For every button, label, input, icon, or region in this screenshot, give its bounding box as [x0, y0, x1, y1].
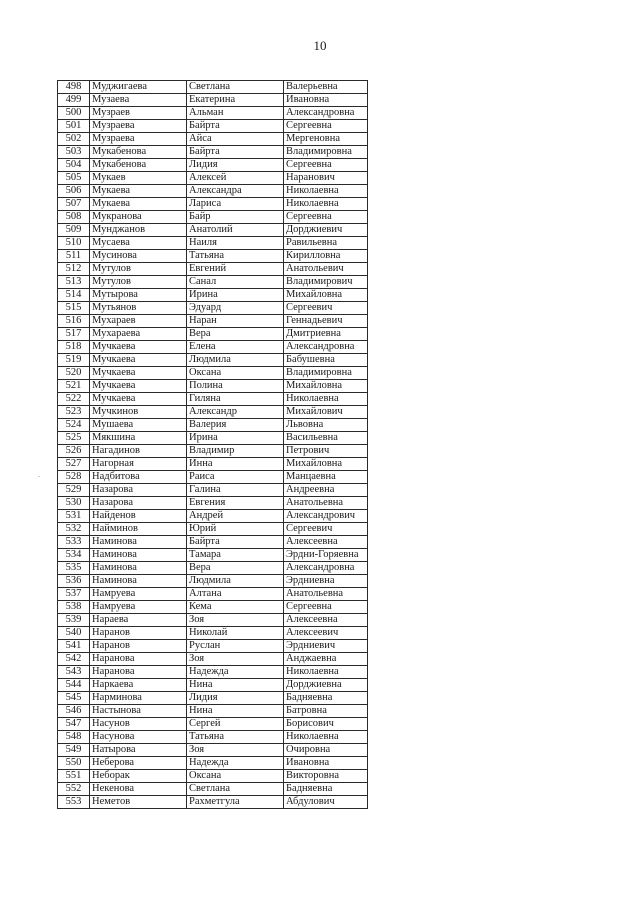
row-number-cell: 524 [58, 419, 90, 432]
table-row [58, 549, 368, 562]
page-number: 10 [313, 38, 327, 53]
row-number-cell: 527 [58, 458, 90, 471]
first-name-cell: Александр [187, 406, 284, 419]
row-number-cell: 522 [58, 393, 90, 406]
patronymic-cell: Равильевна [284, 237, 368, 250]
patronymic-cell: Николаевна [284, 198, 368, 211]
row-number-cell: 503 [58, 146, 90, 159]
first-name-cell: Евгений [187, 263, 284, 276]
table-row [58, 120, 368, 133]
table-row [58, 497, 368, 510]
patronymic-cell: Александровна [284, 107, 368, 120]
first-name-cell: Нина [187, 679, 284, 692]
patronymic-cell: Валерьевна [284, 81, 368, 94]
patronymic-cell: Сергеевна [284, 120, 368, 133]
row-number-cell: 517 [58, 328, 90, 341]
row-number-cell: 515 [58, 302, 90, 315]
patronymic-cell: Анджаевна [284, 653, 368, 666]
patronymic-cell: Дорджиевич [284, 224, 368, 237]
first-name-cell: Байр [187, 211, 284, 224]
table-row [58, 393, 368, 406]
row-number-cell: 516 [58, 315, 90, 328]
row-number-cell: 530 [58, 497, 90, 510]
table-row [58, 432, 368, 445]
first-name-cell: Людмила [187, 354, 284, 367]
patronymic-cell: Сергеевич [284, 523, 368, 536]
last-name-cell: Наранов [90, 627, 187, 640]
table-row [58, 536, 368, 549]
last-name-cell: Намруева [90, 601, 187, 614]
first-name-cell: Юрий [187, 523, 284, 536]
first-name-cell: Тамара [187, 549, 284, 562]
last-name-cell: Мукаева [90, 185, 187, 198]
table-row [58, 211, 368, 224]
row-number-cell: 507 [58, 198, 90, 211]
row-number-cell: 539 [58, 614, 90, 627]
row-number-cell: 519 [58, 354, 90, 367]
last-name-cell: Мучкаева [90, 341, 187, 354]
first-name-cell: Андрей [187, 510, 284, 523]
last-name-cell: Намруева [90, 588, 187, 601]
patronymic-cell: Николаевна [284, 731, 368, 744]
first-name-cell: Людмила [187, 575, 284, 588]
table-row [58, 315, 368, 328]
last-name-cell: Мукабенова [90, 146, 187, 159]
first-name-cell: Светлана [187, 81, 284, 94]
first-name-cell: Екатерина [187, 94, 284, 107]
table-row [58, 302, 368, 315]
patronymic-cell: Анатольевич [284, 263, 368, 276]
last-name-cell: Мусинова [90, 250, 187, 263]
table-row [58, 133, 368, 146]
row-number-cell: 543 [58, 666, 90, 679]
patronymic-cell: Львовна [284, 419, 368, 432]
table-row [58, 263, 368, 276]
table-row [58, 172, 368, 185]
first-name-cell: Сергей [187, 718, 284, 731]
row-number-cell: 544 [58, 679, 90, 692]
patronymic-cell: Эрдниевна [284, 575, 368, 588]
patronymic-cell: Александровна [284, 341, 368, 354]
first-name-cell: Елена [187, 341, 284, 354]
last-name-cell: Наркаева [90, 679, 187, 692]
last-name-cell: Мякшина [90, 432, 187, 445]
patronymic-cell: Геннадьевич [284, 315, 368, 328]
row-number-cell: 533 [58, 536, 90, 549]
first-name-cell: Лидия [187, 692, 284, 705]
patronymic-cell: Андреевна [284, 484, 368, 497]
last-name-cell: Муджигаева [90, 81, 187, 94]
last-name-cell: Натырова [90, 744, 187, 757]
last-name-cell: Мукабенова [90, 159, 187, 172]
row-number-cell: 513 [58, 276, 90, 289]
table-row [58, 692, 368, 705]
table-row [58, 783, 368, 796]
row-number-cell: 528 [58, 471, 90, 484]
last-name-cell: Насунова [90, 731, 187, 744]
last-name-cell: Мучкаева [90, 367, 187, 380]
patronymic-cell: Сергеевна [284, 159, 368, 172]
table-row [58, 523, 368, 536]
first-name-cell: Евгения [187, 497, 284, 510]
first-name-cell: Альман [187, 107, 284, 120]
last-name-cell: Мучкинов [90, 406, 187, 419]
last-name-cell: Наранов [90, 640, 187, 653]
table-row [58, 328, 368, 341]
row-number-cell: 532 [58, 523, 90, 536]
row-number-cell: 553 [58, 796, 90, 809]
last-name-cell: Мутьянов [90, 302, 187, 315]
row-number-cell: 542 [58, 653, 90, 666]
last-name-cell: Наминова [90, 575, 187, 588]
row-number-cell: 546 [58, 705, 90, 718]
last-name-cell: Мучкаева [90, 380, 187, 393]
table-row [58, 458, 368, 471]
row-number-cell: 508 [58, 211, 90, 224]
patronymic-cell: Петрович [284, 445, 368, 458]
row-number-cell: 523 [58, 406, 90, 419]
table-row [58, 367, 368, 380]
last-name-cell: Наминова [90, 549, 187, 562]
patronymic-cell: Алексеевич [284, 627, 368, 640]
first-name-cell: Оксана [187, 770, 284, 783]
table-row [58, 484, 368, 497]
last-name-cell: Мусаева [90, 237, 187, 250]
table-row [58, 731, 368, 744]
table-row [58, 562, 368, 575]
patronymic-cell: Владимирович [284, 276, 368, 289]
last-name-cell: Мутырова [90, 289, 187, 302]
last-name-cell: Наранова [90, 653, 187, 666]
last-name-cell: Неборак [90, 770, 187, 783]
first-name-cell: Зоя [187, 614, 284, 627]
last-name-cell: Нараева [90, 614, 187, 627]
first-name-cell: Александра [187, 185, 284, 198]
patronymic-cell: Бадняевна [284, 692, 368, 705]
patronymic-cell: Николаевна [284, 666, 368, 679]
table-row [58, 679, 368, 692]
patronymic-cell: Наранович [284, 172, 368, 185]
patronymic-cell: Дмитриевна [284, 328, 368, 341]
patronymic-cell: Алексеевна [284, 614, 368, 627]
first-name-cell: Надежда [187, 666, 284, 679]
row-number-cell: 531 [58, 510, 90, 523]
table-row [58, 588, 368, 601]
table-row [58, 237, 368, 250]
first-name-cell: Байрта [187, 146, 284, 159]
row-number-cell: 551 [58, 770, 90, 783]
patronymic-cell: Михайлович [284, 406, 368, 419]
row-number-cell: 521 [58, 380, 90, 393]
last-name-cell: Наминова [90, 536, 187, 549]
first-name-cell: Вера [187, 328, 284, 341]
first-name-cell: Зоя [187, 653, 284, 666]
last-name-cell: Музраева [90, 120, 187, 133]
first-name-cell: Алексей [187, 172, 284, 185]
first-name-cell: Николай [187, 627, 284, 640]
row-number-cell: 512 [58, 263, 90, 276]
first-name-cell: Инна [187, 458, 284, 471]
last-name-cell: Неберова [90, 757, 187, 770]
last-name-cell: Назарова [90, 497, 187, 510]
last-name-cell: Мушаева [90, 419, 187, 432]
patronymic-cell: Батровна [284, 705, 368, 718]
patronymic-cell: Николаевна [284, 185, 368, 198]
patronymic-cell: Сергеевна [284, 211, 368, 224]
table-row [58, 289, 368, 302]
patronymic-cell: Манцаевна [284, 471, 368, 484]
last-name-cell: Мухараев [90, 315, 187, 328]
first-name-cell: Санал [187, 276, 284, 289]
last-name-cell: Мукранова [90, 211, 187, 224]
row-number-cell: 500 [58, 107, 90, 120]
patronymic-cell: Борисович [284, 718, 368, 731]
patronymic-cell: Сергеевна [284, 601, 368, 614]
row-number-cell: 541 [58, 640, 90, 653]
last-name-cell: Мутулов [90, 263, 187, 276]
first-name-cell: Полина [187, 380, 284, 393]
table-row [58, 575, 368, 588]
row-number-cell: 538 [58, 601, 90, 614]
row-number-cell: 552 [58, 783, 90, 796]
row-number-cell: 550 [58, 757, 90, 770]
first-name-cell: Эдуард [187, 302, 284, 315]
row-number-cell: 520 [58, 367, 90, 380]
table-row [58, 380, 368, 393]
first-name-cell: Лариса [187, 198, 284, 211]
last-name-cell: Мучкаева [90, 354, 187, 367]
table-row [58, 81, 368, 94]
table-row [58, 354, 368, 367]
table-row [58, 224, 368, 237]
first-name-cell: Татьяна [187, 250, 284, 263]
patronymic-cell: Владимировна [284, 146, 368, 159]
row-number-cell: 501 [58, 120, 90, 133]
row-number-cell: 514 [58, 289, 90, 302]
table-row [58, 107, 368, 120]
patronymic-cell: Абдулович [284, 796, 368, 809]
row-number-cell: 535 [58, 562, 90, 575]
row-number-cell: 529 [58, 484, 90, 497]
first-name-cell: Нина [187, 705, 284, 718]
first-name-cell: Надежда [187, 757, 284, 770]
row-number-cell: 510 [58, 237, 90, 250]
patronymic-cell: Эрдни-Горяевна [284, 549, 368, 562]
row-number-cell: 499 [58, 94, 90, 107]
last-name-cell: Мукаев [90, 172, 187, 185]
table-row [58, 510, 368, 523]
table-row [58, 419, 368, 432]
table-row [58, 445, 368, 458]
patronymic-cell: Алексеевна [284, 536, 368, 549]
row-number-cell: 498 [58, 81, 90, 94]
table-row [58, 250, 368, 263]
last-name-cell: Мухараева [90, 328, 187, 341]
patronymic-cell: Дорджиевна [284, 679, 368, 692]
first-name-cell: Анатолий [187, 224, 284, 237]
table-row [58, 614, 368, 627]
patronymic-cell: Ивановна [284, 94, 368, 107]
first-name-cell: Оксана [187, 367, 284, 380]
last-name-cell: Музраева [90, 133, 187, 146]
row-number-cell: 502 [58, 133, 90, 146]
table-row [58, 796, 368, 809]
last-name-cell: Неметов [90, 796, 187, 809]
table-row [58, 276, 368, 289]
table-row [58, 744, 368, 757]
first-name-cell: Ирина [187, 432, 284, 445]
last-name-cell: Музаева [90, 94, 187, 107]
row-number-cell: 536 [58, 575, 90, 588]
patronymic-cell: Очировна [284, 744, 368, 757]
last-name-cell: Музраев [90, 107, 187, 120]
patronymic-cell: Анатольевна [284, 588, 368, 601]
last-name-cell: Мучкаева [90, 393, 187, 406]
patronymic-cell: Бадняевна [284, 783, 368, 796]
table-row [58, 341, 368, 354]
row-number-cell: 549 [58, 744, 90, 757]
patronymic-cell: Александрович [284, 510, 368, 523]
first-name-cell: Наиля [187, 237, 284, 250]
first-name-cell: Ирина [187, 289, 284, 302]
first-name-cell: Наран [187, 315, 284, 328]
first-name-cell: Кема [187, 601, 284, 614]
row-number-cell: 525 [58, 432, 90, 445]
row-number-cell: 505 [58, 172, 90, 185]
table-row [58, 770, 368, 783]
first-name-cell: Вера [187, 562, 284, 575]
row-number-cell: 504 [58, 159, 90, 172]
name-registry-table [57, 80, 368, 809]
table-row [58, 406, 368, 419]
first-name-cell: Раиса [187, 471, 284, 484]
last-name-cell: Мукаева [90, 198, 187, 211]
row-number-cell: 548 [58, 731, 90, 744]
last-name-cell: Назарова [90, 484, 187, 497]
patronymic-cell: Бабушевна [284, 354, 368, 367]
row-number-cell: 511 [58, 250, 90, 263]
first-name-cell: Валерия [187, 419, 284, 432]
table-row [58, 757, 368, 770]
table-row [58, 146, 368, 159]
table-row [58, 601, 368, 614]
last-name-cell: Насунов [90, 718, 187, 731]
table-row [58, 471, 368, 484]
last-name-cell: Нагадинов [90, 445, 187, 458]
table-row [58, 705, 368, 718]
scan-speck: . [38, 470, 40, 479]
patronymic-cell: Ивановна [284, 757, 368, 770]
row-number-cell: 547 [58, 718, 90, 731]
last-name-cell: Надбитова [90, 471, 187, 484]
first-name-cell: Айса [187, 133, 284, 146]
patronymic-cell: Владимировна [284, 367, 368, 380]
patronymic-cell: Михайловна [284, 458, 368, 471]
row-number-cell: 526 [58, 445, 90, 458]
first-name-cell: Гиляна [187, 393, 284, 406]
patronymic-cell: Кирилловна [284, 250, 368, 263]
last-name-cell: Мунджанов [90, 224, 187, 237]
first-name-cell: Руслан [187, 640, 284, 653]
row-number-cell: 537 [58, 588, 90, 601]
row-number-cell: 540 [58, 627, 90, 640]
patronymic-cell: Михайловна [284, 380, 368, 393]
row-number-cell: 545 [58, 692, 90, 705]
row-number-cell: 509 [58, 224, 90, 237]
patronymic-cell: Александровна [284, 562, 368, 575]
table-row [58, 185, 368, 198]
patronymic-cell: Мергеновна [284, 133, 368, 146]
first-name-cell: Байрта [187, 120, 284, 133]
last-name-cell: Мутулов [90, 276, 187, 289]
first-name-cell: Байрта [187, 536, 284, 549]
table-row [58, 94, 368, 107]
patronymic-cell: Михайловна [284, 289, 368, 302]
patronymic-cell: Сергеевич [284, 302, 368, 315]
last-name-cell: Наминова [90, 562, 187, 575]
first-name-cell: Рахметгула [187, 796, 284, 809]
table-row [58, 198, 368, 211]
last-name-cell: Наранова [90, 666, 187, 679]
patronymic-cell: Анатольевна [284, 497, 368, 510]
table-row [58, 159, 368, 172]
last-name-cell: Настынова [90, 705, 187, 718]
first-name-cell: Лидия [187, 159, 284, 172]
first-name-cell: Галина [187, 484, 284, 497]
first-name-cell: Татьяна [187, 731, 284, 744]
table-row [58, 653, 368, 666]
row-number-cell: 506 [58, 185, 90, 198]
last-name-cell: Найденов [90, 510, 187, 523]
patronymic-cell: Эрдниевич [284, 640, 368, 653]
patronymic-cell: Васильевна [284, 432, 368, 445]
first-name-cell: Владимир [187, 445, 284, 458]
last-name-cell: Нарминова [90, 692, 187, 705]
row-number-cell: 534 [58, 549, 90, 562]
patronymic-cell: Викторовна [284, 770, 368, 783]
table-row [58, 666, 368, 679]
last-name-cell: Нагорная [90, 458, 187, 471]
last-name-cell: Найминов [90, 523, 187, 536]
row-number-cell: 518 [58, 341, 90, 354]
table-row [58, 718, 368, 731]
first-name-cell: Алтана [187, 588, 284, 601]
first-name-cell: Зоя [187, 744, 284, 757]
first-name-cell: Светлана [187, 783, 284, 796]
registry-body [58, 81, 368, 809]
last-name-cell: Некенова [90, 783, 187, 796]
table-row [58, 640, 368, 653]
table-row [58, 627, 368, 640]
patronymic-cell: Николаевна [284, 393, 368, 406]
